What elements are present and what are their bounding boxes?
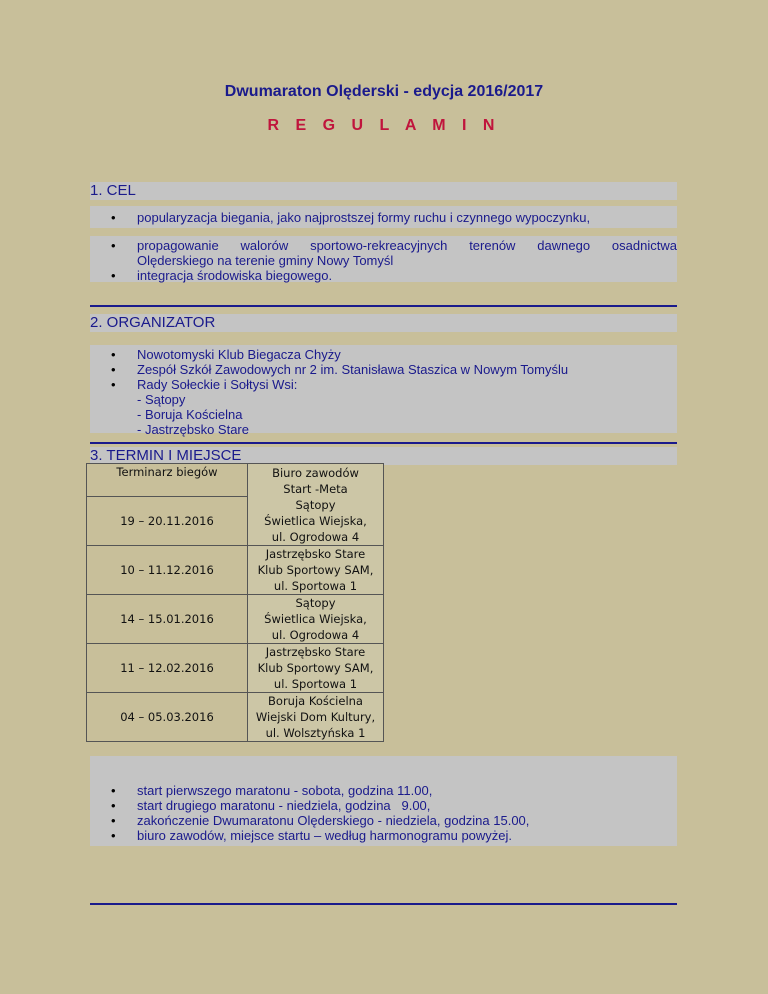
divider-3 [90, 903, 677, 905]
table-row [87, 693, 384, 742]
table-cell-date: 10 – 11.12.2016 [87, 546, 248, 595]
table-cell-date: 04 – 05.03.2016 [87, 693, 248, 742]
bullet-icon: • [111, 347, 116, 362]
table-cell-place: Sątopy Świetlica Wiejska, ul. Ogrodowa 4 [248, 595, 384, 644]
list-item: • Rady Sołeckie i Sołtysi Wsi: [111, 377, 298, 392]
village-item: - Jastrzębsko Stare [137, 422, 249, 437]
list-item: • biuro zawodów, miejsce startu – według harmonogramu powyżej. [111, 828, 513, 843]
section-heading-termin: 3. TERMIN I MIEJSCE [90, 447, 677, 465]
table-cell-place: Jastrzębsko Stare Klub Sportowy SAM, ul. Sportowa 1 [248, 546, 384, 595]
table-cell-place: Boruja Kościelna Wiejski Dom Kultury, ul. Wolsztyńska 1 [248, 693, 384, 742]
bullet-icon: • [111, 783, 116, 798]
section2-list [111, 347, 569, 437]
bullet-icon: • [111, 238, 116, 253]
village-item: - Sątopy [137, 392, 186, 407]
bullet-icon: • [111, 813, 116, 828]
section1-list-b [111, 238, 677, 283]
section3-list [111, 783, 530, 843]
table-cell-date: 11 – 12.02.2016 [87, 644, 248, 693]
list-item: • Zespół Szkół Zawodowych nr 2 im. Stanisława Staszica w Nowym Tomyślu [111, 362, 569, 377]
bullet-icon: • [111, 362, 116, 377]
bullet-icon: • [111, 828, 116, 843]
section1-list-a [111, 210, 591, 225]
list-item: • propagowanie walorów sportowo-rekreacyjnych terenów dawnego osadnictwa Olęderskiego na terenie gminy Nowy Tomyśl [111, 238, 677, 268]
bullet-icon: • [111, 798, 116, 813]
schedule-table [86, 463, 384, 742]
table-row [87, 595, 384, 644]
list-item: • integracja środowiska biegowego. [111, 268, 333, 283]
village-item: - Boruja Kościelna [137, 407, 243, 422]
bullet-icon: • [111, 377, 116, 392]
table-header-dates: Terminarz biegów [87, 464, 248, 497]
page-title: Dwumaraton Olęderski - edycja 2016/2017 [224, 83, 544, 100]
table-row [87, 546, 384, 595]
table-row [87, 464, 384, 497]
section-heading-organizator: 2. ORGANIZATOR [90, 314, 677, 332]
list-item: • zakończenie Dwumaratonu Olęderskiego - niedziela, godzina 15.00, [111, 813, 530, 828]
table-row [87, 644, 384, 693]
table-cell-date: 14 – 15.01.2016 [87, 595, 248, 644]
table-cell-date: 19 – 20.11.2016 [87, 497, 248, 546]
list-item: • popularyzacja biegania, jako najprostszej formy ruchu i czynnego wypoczynku, [111, 210, 591, 225]
table-cell-place: Jastrzębsko Stare Klub Sportowy SAM, ul. Sportowa 1 [248, 644, 384, 693]
divider-1 [90, 305, 677, 307]
list-item: • start pierwszego maratonu - sobota, godzina 11.00, [111, 783, 433, 798]
page-subtitle: R E G U L A M I N [267, 117, 501, 134]
list-item: • start drugiego maratonu - niedziela, godzina 9.00, [111, 798, 431, 813]
bullet-icon: • [111, 268, 116, 283]
list-item: • Nowotomyski Klub Biegacza Chyży [111, 347, 341, 362]
table-cell-place: Biuro zawodów Start -Meta Sątopy Świetlica Wiejska, ul. Ogrodowa 4 [248, 464, 384, 546]
section-heading-cel: 1. CEL [90, 182, 677, 200]
bullet-icon: • [111, 210, 116, 225]
divider-2 [90, 442, 677, 444]
